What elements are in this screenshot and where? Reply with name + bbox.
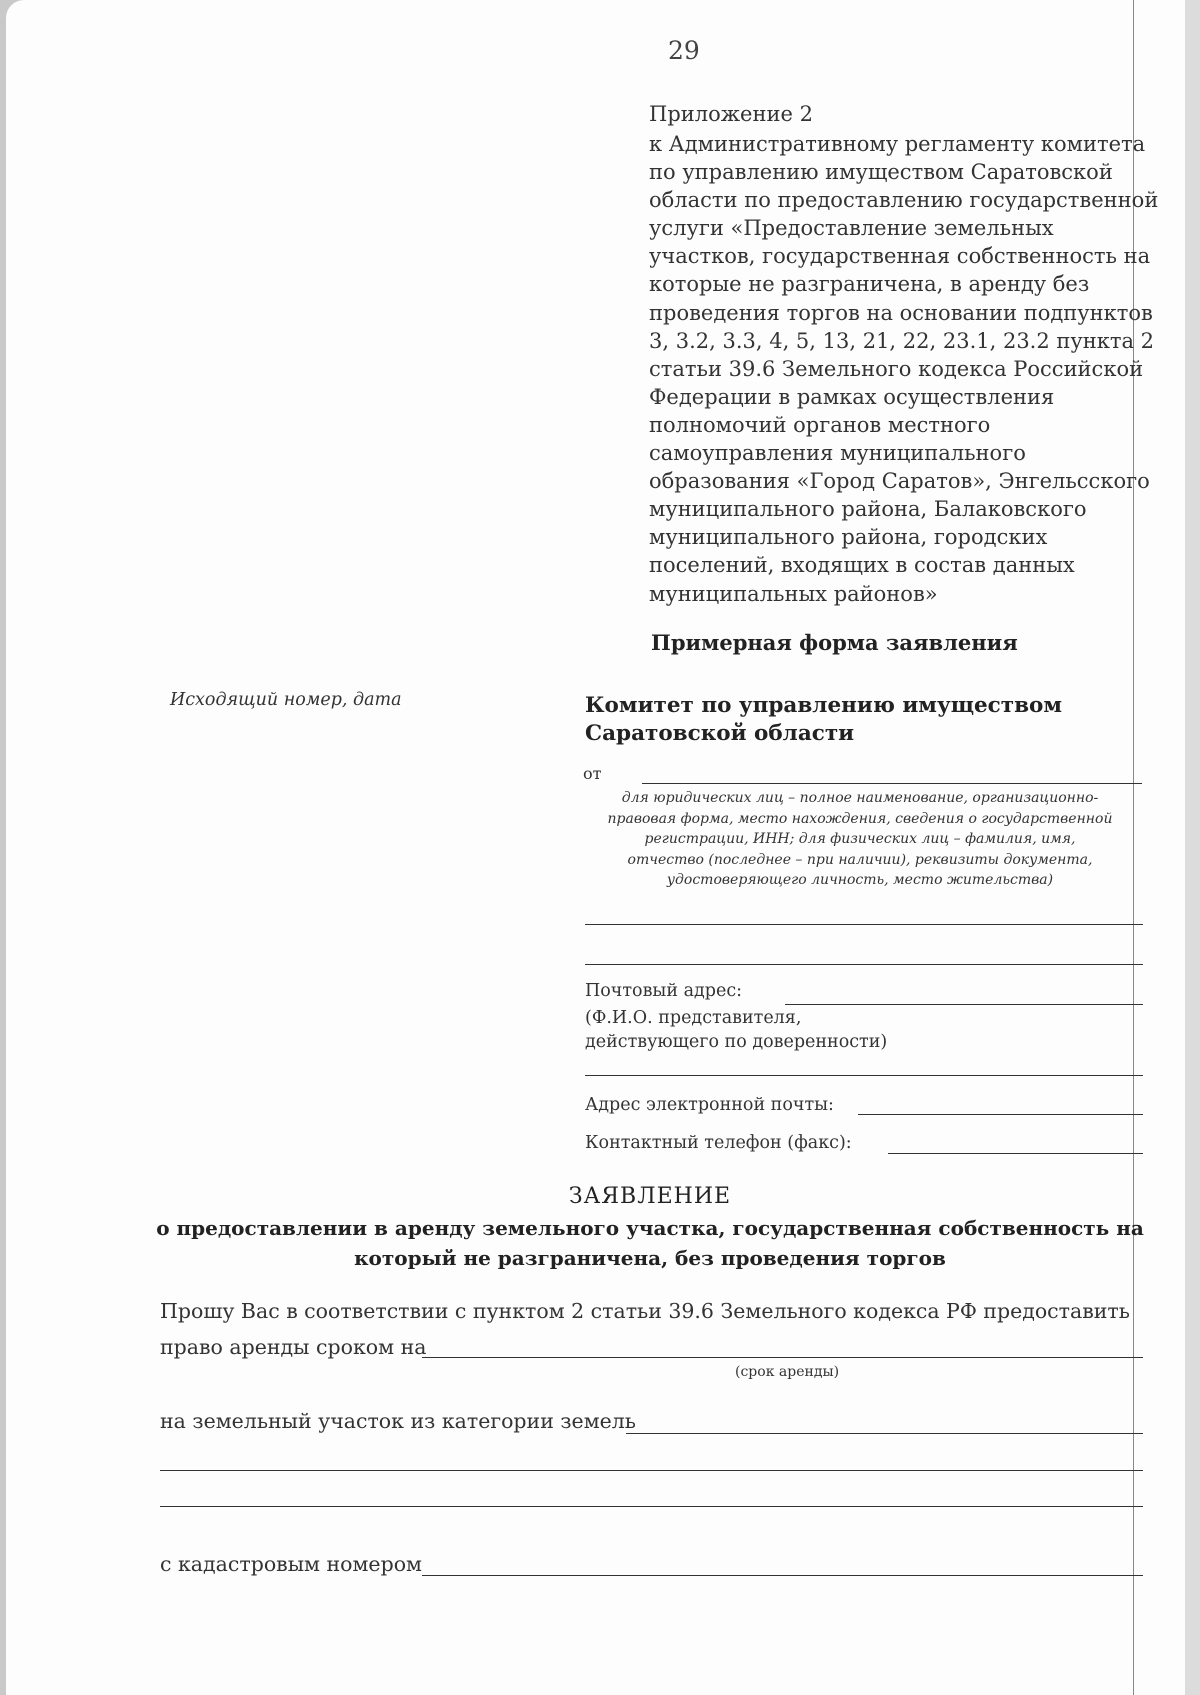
postal-address-field[interactable] xyxy=(785,1004,1143,1005)
appendix-title: Приложение 2 xyxy=(649,102,813,126)
appendix-line: услуги «Предоставление земельных xyxy=(649,216,1054,241)
appendix-line: области по предоставлению государственной xyxy=(649,188,1159,213)
phone-label: Контактный телефон (факс): xyxy=(585,1133,852,1153)
request-word: Прошу xyxy=(160,1299,235,1323)
email-field[interactable] xyxy=(858,1114,1143,1115)
representative-label-line: (Ф.И.О. представителя, xyxy=(585,1008,802,1028)
recipient-title xyxy=(585,692,1062,748)
applicant-hint-line: правовая форма, место нахождения, сведения о государственной xyxy=(607,810,1113,827)
statement-subtitle-line: о предоставлении в аренду земельного участка, государственная собственность на xyxy=(156,1216,1144,1240)
from-label: от xyxy=(583,764,602,783)
appendix-line: 3, 3.2, 3.3, 4, 5, 13, 21, 22, 23.1, 23.2 пункта 2 xyxy=(649,328,1155,353)
land-category-field-line-3[interactable] xyxy=(160,1506,1143,1507)
appendix-line: статьи 39.6 Земельного кодекса Российской xyxy=(649,356,1144,381)
recipient-line: Комитет по управлению имуществом xyxy=(585,693,1063,718)
appendix-line: Федерации в рамках осуществления xyxy=(649,384,1055,409)
statement-subtitle-line: который не разграничена, без проведения торгов xyxy=(354,1246,946,1270)
land-category-label: на земельный участок из категории земель xyxy=(160,1409,636,1433)
applicant-hint-line: отчество (последнее – при наличии), реквизиты документа, xyxy=(627,851,1093,868)
appendix-line: полномочий органов местного xyxy=(649,412,991,437)
page-number: 29 xyxy=(668,36,700,65)
lease-term-label: право аренды сроком на xyxy=(160,1335,427,1359)
request-word: РФ xyxy=(946,1299,977,1323)
request-word: 39.6 Земельного xyxy=(668,1299,847,1323)
appendix-line: которые не разграничена, в аренду без xyxy=(649,272,1090,297)
request-word: соответствии xyxy=(304,1299,449,1323)
applicant-field[interactable] xyxy=(642,783,1142,784)
applicant-field-line-2[interactable] xyxy=(585,924,1143,925)
appendix-body xyxy=(649,130,1159,608)
cadastral-number-field[interactable] xyxy=(422,1575,1143,1576)
representative-field[interactable] xyxy=(585,1075,1143,1076)
land-category-field-line-2[interactable] xyxy=(160,1470,1143,1471)
recipient-line: Саратовской области xyxy=(585,721,855,746)
cadastral-number-label: с кадастровым номером xyxy=(160,1552,422,1576)
appendix-line: к Административному регламенту комитета xyxy=(649,132,1146,156)
appendix-line: образования «Город Саратов», Энгельсского xyxy=(649,469,1150,494)
appendix-line: участков, государственная собственность на xyxy=(649,244,1151,269)
request-word: статьи xyxy=(590,1299,662,1323)
appendix-line: поселений, входящих в состав данных xyxy=(649,553,1075,578)
statement-subtitle xyxy=(150,1213,1150,1273)
appendix-line: по управлению имуществом Саратовской xyxy=(649,160,1113,185)
applicant-hint-line: регистрации, ИНН; для физических лиц – фамилия, имя, xyxy=(644,831,1076,847)
request-word: предоставить xyxy=(983,1299,1130,1323)
scan-edge-band xyxy=(1185,0,1200,1695)
applicant-hint xyxy=(600,788,1120,891)
representative-label-line: действующего по доверенности) xyxy=(585,1032,888,1052)
appendix-line: муниципального района, городских xyxy=(649,525,1048,550)
appendix-line: проведения торгов на основании подпунктов xyxy=(649,300,1153,325)
lease-term-field[interactable] xyxy=(422,1357,1143,1358)
phone-field[interactable] xyxy=(888,1153,1143,1154)
applicant-hint-line: удостоверяющего личность, место жительства) xyxy=(666,872,1054,888)
email-label: Адрес электронной почты: xyxy=(585,1095,834,1115)
request-text-line xyxy=(160,1299,1130,1323)
form-title: Примерная форма заявления xyxy=(651,630,1018,655)
request-word: Вас в xyxy=(240,1299,298,1323)
appendix-line: муниципального района, Балаковского xyxy=(649,497,1087,522)
request-word: кодекса xyxy=(853,1299,940,1323)
statement-title: ЗАЯВЛЕНИЕ xyxy=(568,1184,732,1209)
appendix-line: муниципальных районов» xyxy=(649,581,938,606)
land-category-field[interactable] xyxy=(626,1433,1143,1434)
postal-address-label: Почтовый адрес: xyxy=(585,981,743,1001)
applicant-field-line-3[interactable] xyxy=(585,964,1143,965)
appendix-line: самоуправления муниципального xyxy=(649,441,1026,466)
request-word: с пунктом 2 xyxy=(454,1299,585,1323)
lease-term-hint: (срок аренды) xyxy=(735,1364,840,1380)
outgoing-number-label: Исходящий номер, дата xyxy=(170,690,402,710)
applicant-hint-line: для юридических лиц – полное наименование, организационно- xyxy=(621,790,1099,806)
